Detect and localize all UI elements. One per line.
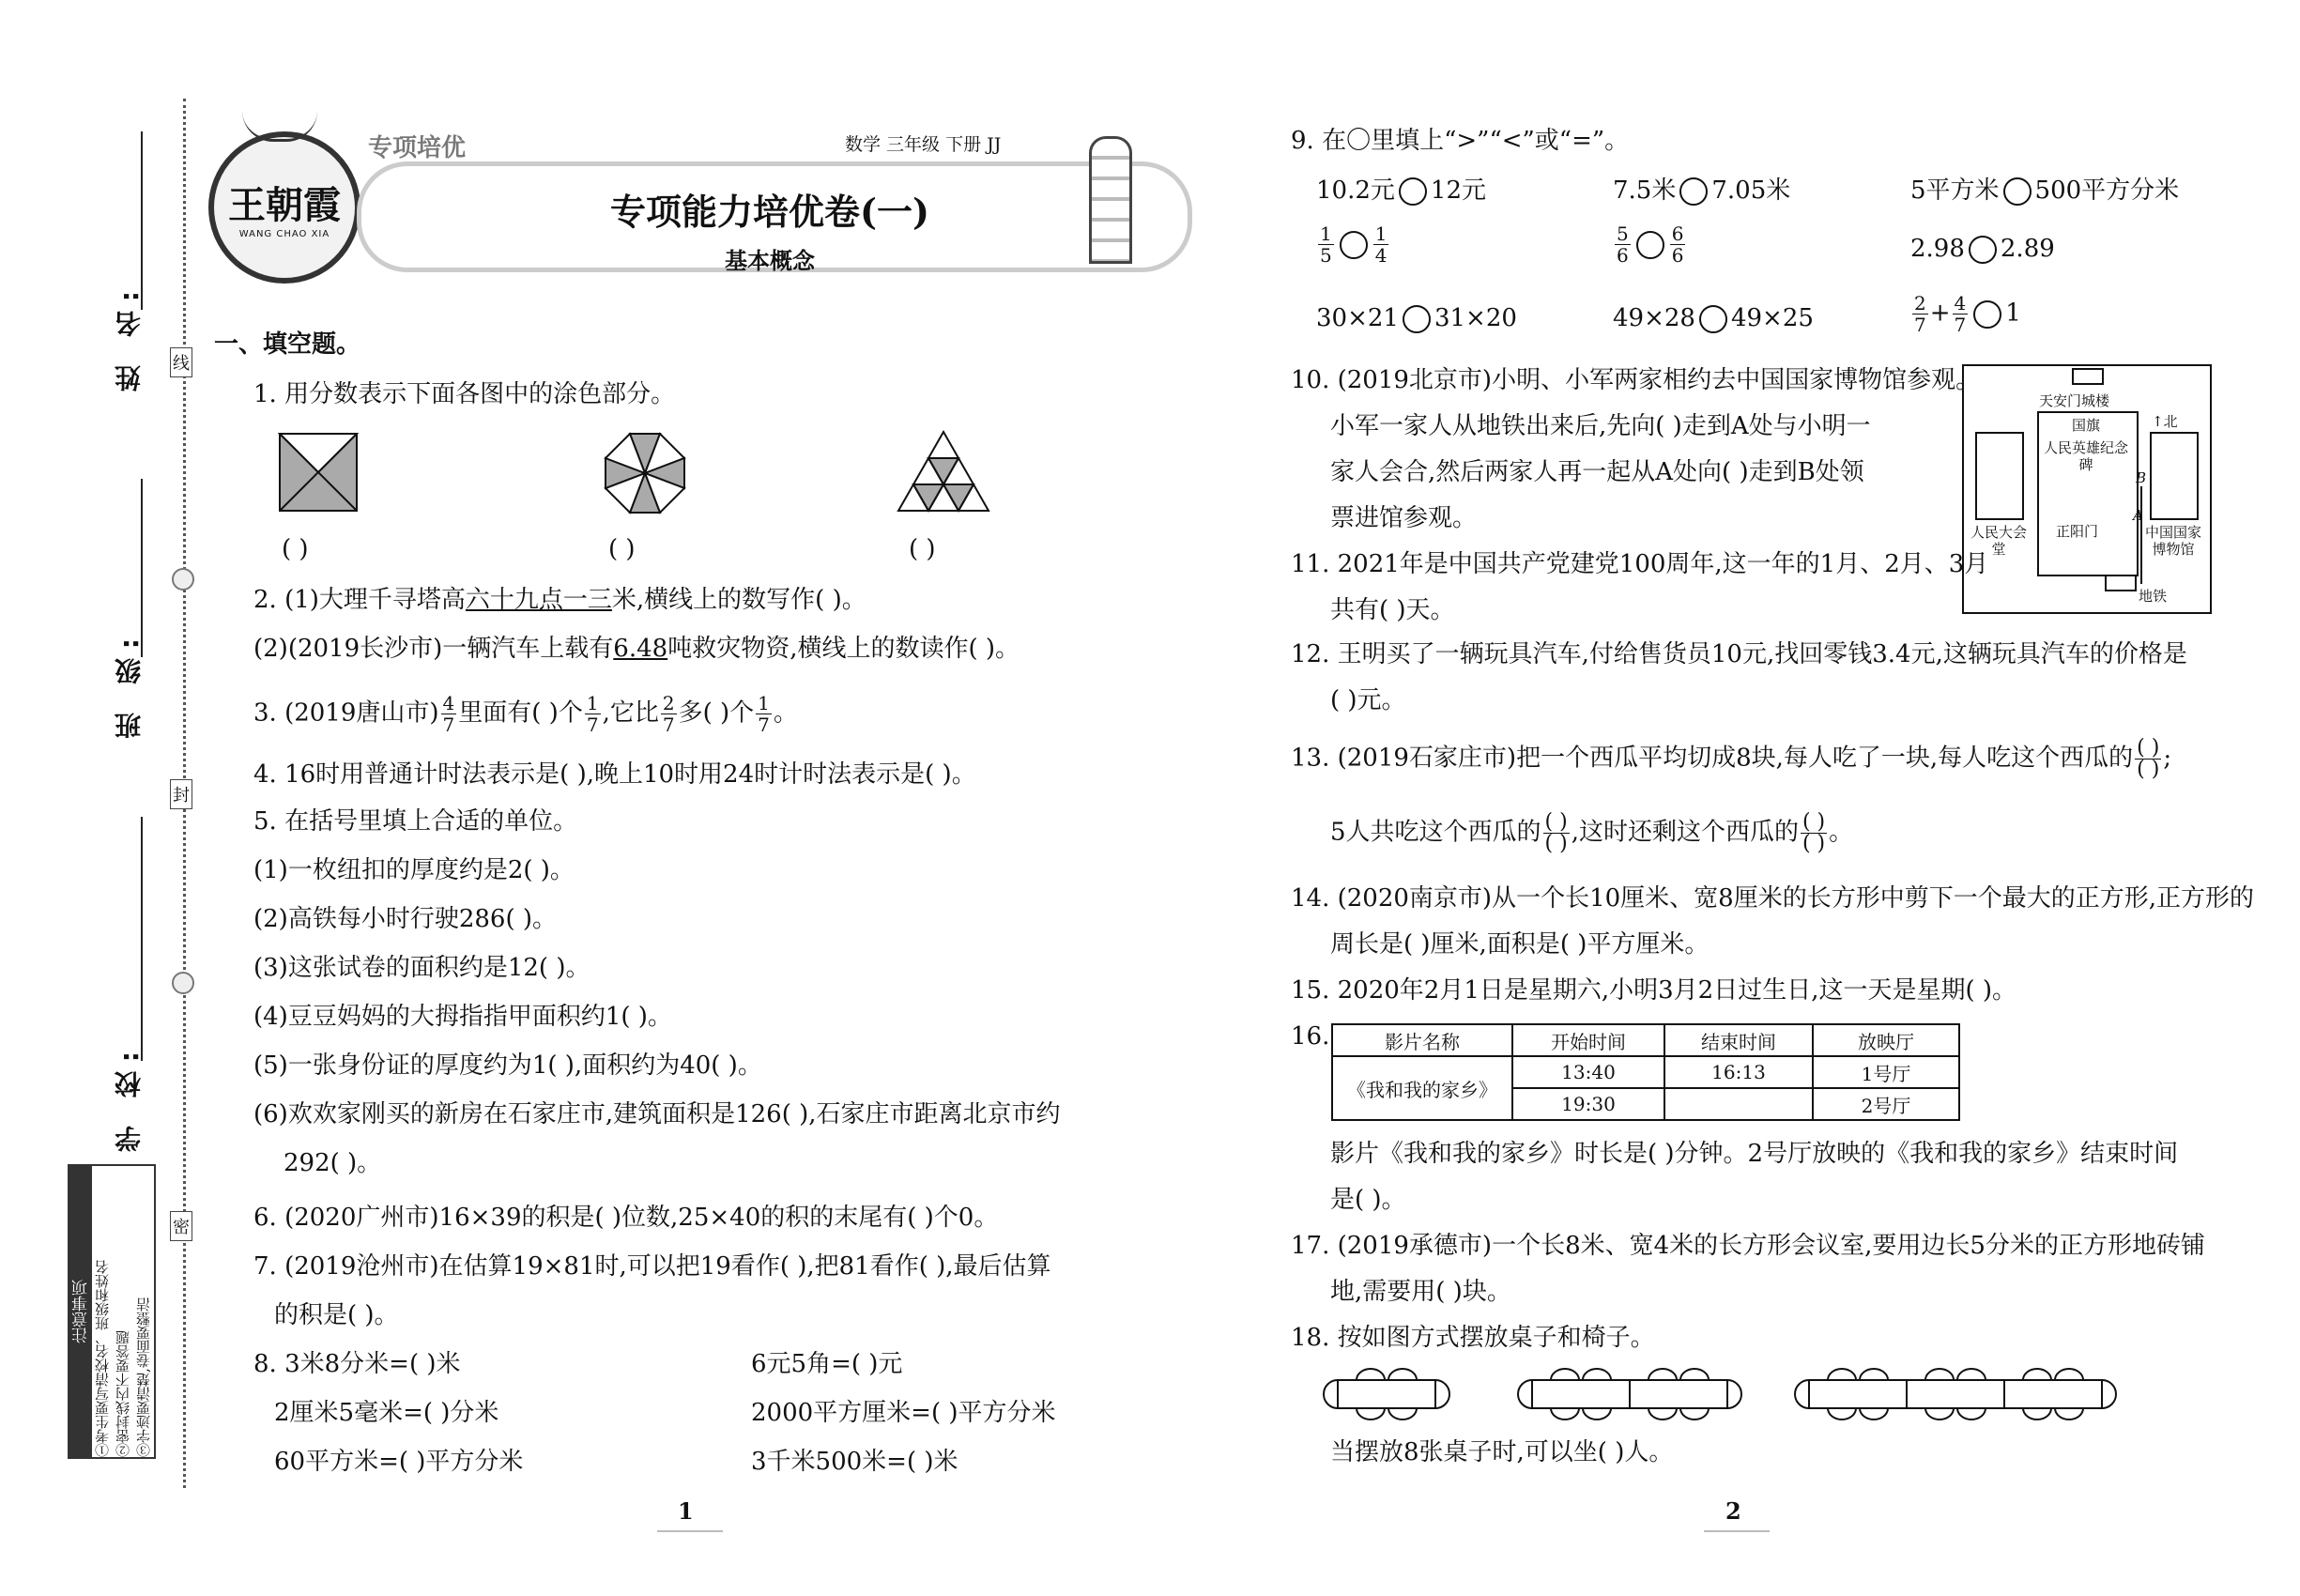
shaded-square-figure [278,432,359,513]
name-field[interactable] [141,131,143,310]
question-5-item: (6)欢欢家刚买的新房在石家庄市,建筑面积是126( ),石家庄市距离北京市约 [253,1100,1061,1128]
seal-char: 线 [170,347,192,377]
fraction: $\frac{5}{6}$ [1617,223,1629,267]
question-5-item: 292( )。 [284,1149,382,1177]
class-field[interactable] [141,479,143,657]
question-18: 18. 按如图方式摆放桌子和椅子。 [1291,1324,1655,1352]
header-meta: 数学 三年级 下册 JJ [845,134,1002,155]
q-text: 13. (2019石家庄市)把一个西瓜平均切成8块,每人吃了一块,每人吃这个西瓜的 [1291,744,2134,773]
table-cell: 13:40 [1512,1056,1664,1088]
map-label-monument: 人民英雄纪念碑 [2043,439,2128,473]
table-cell: 1号厅 [1813,1056,1959,1088]
question-10-cont: 家人会合,然后两家人再一起从A处向( )走到B处领 [1330,458,1864,486]
school-label: 学 校: [114,1042,145,1152]
compare-right: 31×20 [1434,304,1517,332]
shaded-triangle-figure [897,430,990,514]
compare-left: 30×21 [1316,304,1399,332]
question-12-cont: ( )元。 [1330,686,1406,714]
compare-row: $\frac{2}{7}$ + $\frac{4}{7}$ 1 [1914,292,2021,336]
answer-blank[interactable]: ( ) [909,535,936,563]
map-north-label: ↑北 [2152,413,2178,430]
fraction: $\frac{1}{4}$ [1374,223,1388,267]
notice-item: ②密封线内不要答题 [115,1330,131,1457]
compare-circle[interactable] [1636,231,1664,259]
table-cell: 19:30 [1512,1088,1664,1120]
notice-item: ③字迹要清楚,卷面要整洁 [135,1297,152,1457]
map-label-museum: 中国国家博物馆 [2144,524,2201,558]
q-text: 米,横线上的数写作( )。 [611,586,866,614]
question-8-item: 6元5角=( )元 [751,1350,903,1378]
fraction: $\frac{2}{7}$ [662,692,675,736]
compare-left: 49×28 [1613,304,1695,332]
compare-row [1613,223,1687,266]
question-2-2 [253,633,1020,665]
question-8-item: 8. 3米8分米=( )米 [253,1350,461,1378]
compare-row [1316,302,1517,334]
compare-circle[interactable] [1969,236,1997,264]
seal-ornament [172,568,194,591]
fraction: $\frac{1}{7}$ [586,692,599,736]
fraction: $\frac{1}{5}$ [1320,223,1332,267]
underlined-number: 6.48 [613,635,668,663]
fraction-blank[interactable]: $\frac{( )}{( )}$ [1544,810,1568,855]
question-8-item: 2000平方厘米=( )平方分米 [751,1399,1056,1427]
question-5-item: (5)一张身份证的厚度约为1( ),面积约为40( )。 [253,1051,762,1080]
map-label-flag: 国旗 [2072,417,2101,434]
question-14: 14. (2020南京市)从一个长10厘米、宽8厘米的长方形中剪下一个最大的正方形,正方形的 [1291,884,2254,913]
question-12: 12. 王明买了一辆玩具汽车,付给售货员10元,找回零钱3.4元,这辆玩具汽车的价格是 [1291,640,2187,668]
question-4: 4. 16时用普通计时法表示是( ),晚上10时用24时计时法表示是( )。 [253,760,976,789]
compare-left: 10.2元 [1316,176,1395,205]
question-7-cont: 的积是( )。 [274,1301,399,1329]
question-2-1 [253,584,866,616]
compare-right: 12元 [1430,176,1486,205]
map-hall-building [1975,432,2024,520]
fraction: $\frac{6}{6}$ [1671,223,1684,267]
question-11-cont: 共有( )天。 [1330,596,1455,624]
q-text: (2)(2019长沙市)一辆汽车上载有 [253,635,614,663]
fraction-blank[interactable]: $\frac{( )}{( )}$ [2137,736,2160,781]
question-5: 5. 在括号里填上合适的单位。 [253,807,578,836]
question-5-item: (1)一枚纽扣的厚度约是2( )。 [253,856,575,884]
question-16-text: 影片《我和我的家乡》时长是( )分钟。2号厅放映的《我和我的家乡》结束时间 [1330,1140,2179,1168]
section-heading: 一、填空题。 [214,330,361,359]
fraction: $\frac{4}{7}$ [1954,292,1967,336]
map-label-zhengyangmen: 正阳门 [2056,523,2099,540]
compare-row [1910,233,2055,265]
table-cell: 16:13 [1664,1056,1813,1088]
map-station-icon [2105,575,2137,591]
table-header: 结束时间 [1664,1024,1813,1056]
compare-circle[interactable] [2003,177,2032,206]
compare-right: 2.89 [2000,235,2055,263]
question-9: 9. 在〇里填上“>”“<”或“=”。 [1291,127,1630,155]
q-text: 5人共吃这个西瓜的 [1330,818,1541,847]
compare-left: 2.98 [1910,235,1965,263]
compare-circle[interactable] [1699,305,1727,333]
question-10: 10. (2019北京市)小明、小军两家相约去中国国家博物馆参观。 [1291,366,1981,394]
table-cell: 《我和我的家乡》 [1332,1056,1512,1120]
seal-ornament [172,972,194,994]
compare-circle[interactable] [1403,305,1431,333]
q-text: 多( )个 [678,698,755,728]
answer-blank[interactable]: ( ) [282,535,309,563]
question-8-item: 60平方米=( )平方分米 [274,1448,524,1476]
question-13-cont: 5人共吃这个西瓜的 $\frac{( )}{( )}$ ,这时还剩这个西瓜的 $\frac{( )}{( )}$ 。 [1330,810,1854,855]
compare-right: 7.05米 [1711,176,1791,205]
page-number-ornament [657,1530,723,1532]
page-number-ornament [1704,1530,1770,1532]
map-gate-icon [2072,368,2104,385]
compare-row [1613,175,1790,207]
compare-row [1910,175,2179,207]
compare-left: 7.5米 [1613,176,1677,205]
question-8-item: 2厘米5毫米=( )分米 [274,1399,499,1427]
answer-blank[interactable]: ( ) [608,535,636,563]
shaded-octagon-figure [604,432,686,514]
question-10-cont: 小军一家人从地铁出来后,先向( )走到A处与小明一 [1330,412,1871,440]
question-10-cont: 票进馆参观。 [1330,504,1478,532]
question-15: 15. 2020年2月1日是星期六,小明3月2日过生日,这一天是星期( )。 [1291,976,2017,1005]
map-label-hall: 人民大会堂 [1970,524,2027,558]
underlined-number: 六十九点一三 [465,586,612,614]
table-header: 放映厅 [1813,1024,1959,1056]
q-text: ,它比 [602,698,659,728]
question-17-cont: 地,需要用( )块。 [1330,1278,1511,1306]
question-1: 1. 用分数表示下面各图中的涂色部分。 [253,380,676,408]
name-label: 姓 名: [114,282,145,391]
notice-box [68,1164,156,1459]
fraction: $\frac{2}{7}$ [1914,292,1926,336]
compare-circle[interactable] [1340,231,1368,259]
school-field[interactable] [141,817,143,1061]
class-label: 班 级: [114,629,145,739]
question-3 [253,693,798,735]
map-label-b: B [2136,469,2147,486]
page-number: 2 [1725,1497,1741,1525]
question-5-item: (2)高铁每小时行驶286( )。 [253,905,558,933]
notice-title: 注意事项 [69,1166,92,1457]
q-text: 吨救灾物资,横线上的数读作( )。 [667,635,1020,663]
question-14-cont: 周长是( )厘米,面积是( )平方厘米。 [1330,930,1710,959]
tables-chairs-figure [1319,1366,2145,1422]
map-label-a: A [2133,507,2143,524]
fraction: $\frac{1}{7}$ [758,692,770,736]
table-cell: 2号厅 [1813,1088,1959,1120]
seal-char: 封 [170,779,192,809]
compare-right: 1 [2005,299,2021,328]
q-text: 里面有( )个 [458,698,583,728]
brand-logo [208,131,360,284]
table-header: 影片名称 [1332,1024,1512,1056]
schedule-table [1331,1023,1960,1121]
table-header-row [1332,1024,1959,1056]
question-18-text: 当摆放8张桌子时,可以坐( )人。 [1330,1438,1674,1466]
question-8-item: 3千米500米=( )米 [751,1448,958,1476]
question-17: 17. (2019承德市)一个长8米、宽4米的长方形会议室,要用边长5分米的正方形地砖铺 [1291,1232,2205,1260]
table-row [1332,1056,1959,1088]
page-title: 专项能力培优卷(一) [610,191,929,233]
q-text: 。 [773,698,798,728]
compare-right: 500平方分米 [2034,176,2180,205]
page-subtitle: 基本概念 [725,247,815,274]
map-label-tiananmen: 天安门城楼 [2039,392,2110,409]
notice-item: ①考生要写清校名、班级和姓名 [94,1260,111,1457]
compare-right: 49×25 [1730,304,1814,332]
question-5-item: (4)豆豆妈妈的大拇指指甲面积约1( )。 [253,1003,672,1031]
compare-row [1316,175,1486,207]
q-text: 3. (2019唐山市) [253,698,439,728]
map-label-subway: 地铁 [2139,588,2168,605]
q-text: 2. (1)大理千寻塔高 [253,586,466,614]
map-museum-building [2150,432,2199,520]
table-header: 开始时间 [1512,1024,1664,1056]
q-text: ,这时还剩这个西瓜的 [1571,818,1799,847]
map-route [2140,486,2142,584]
map-diagram [1962,364,2212,614]
question-13: 13. (2019石家庄市)把一个西瓜平均切成8块,每人吃了一块,每人吃这个西瓜的 $\frac{( )}{( )}$ ; [1291,736,2172,781]
seal-char: 密 [170,1211,192,1241]
compare-circle[interactable] [1973,300,2001,329]
lighthouse-icon [1089,136,1132,264]
brand-name-small: WANG CHAO XIA [238,229,330,239]
compare-row [1613,302,1814,334]
brand-name: 王朝霞 [228,183,341,227]
question-11: 11. 2021年是中国共产党建党100周年,这一年的1月、2月、3月 [1291,550,1989,578]
compare-row [1316,223,1390,266]
question-6: 6. (2020广州市)16×39的积是( )位数,25×40的积的末尾有( )个0。 [253,1204,999,1232]
map-square [2037,411,2139,576]
question-16-number: 16. [1291,1022,1330,1051]
fraction: $\frac{4}{7}$ [442,692,455,736]
page-number: 1 [678,1497,694,1525]
compare-circle[interactable] [1399,177,1427,206]
section-tag: 专项培优 [368,134,467,162]
question-16-text: 是( )。 [1330,1186,1406,1214]
compare-left: 5平方米 [1910,176,2000,205]
question-5-item: (3)这张试卷的面积约是12( )。 [253,954,590,982]
compare-circle[interactable] [1679,177,1708,206]
fraction-blank[interactable]: $\frac{( )}{( )}$ [1802,810,1826,855]
table-cell[interactable] [1664,1088,1813,1120]
question-7: 7. (2019沧州市)在估算19×81时,可以把19看作( ),把81看作( ),最后估算 [253,1252,1051,1281]
